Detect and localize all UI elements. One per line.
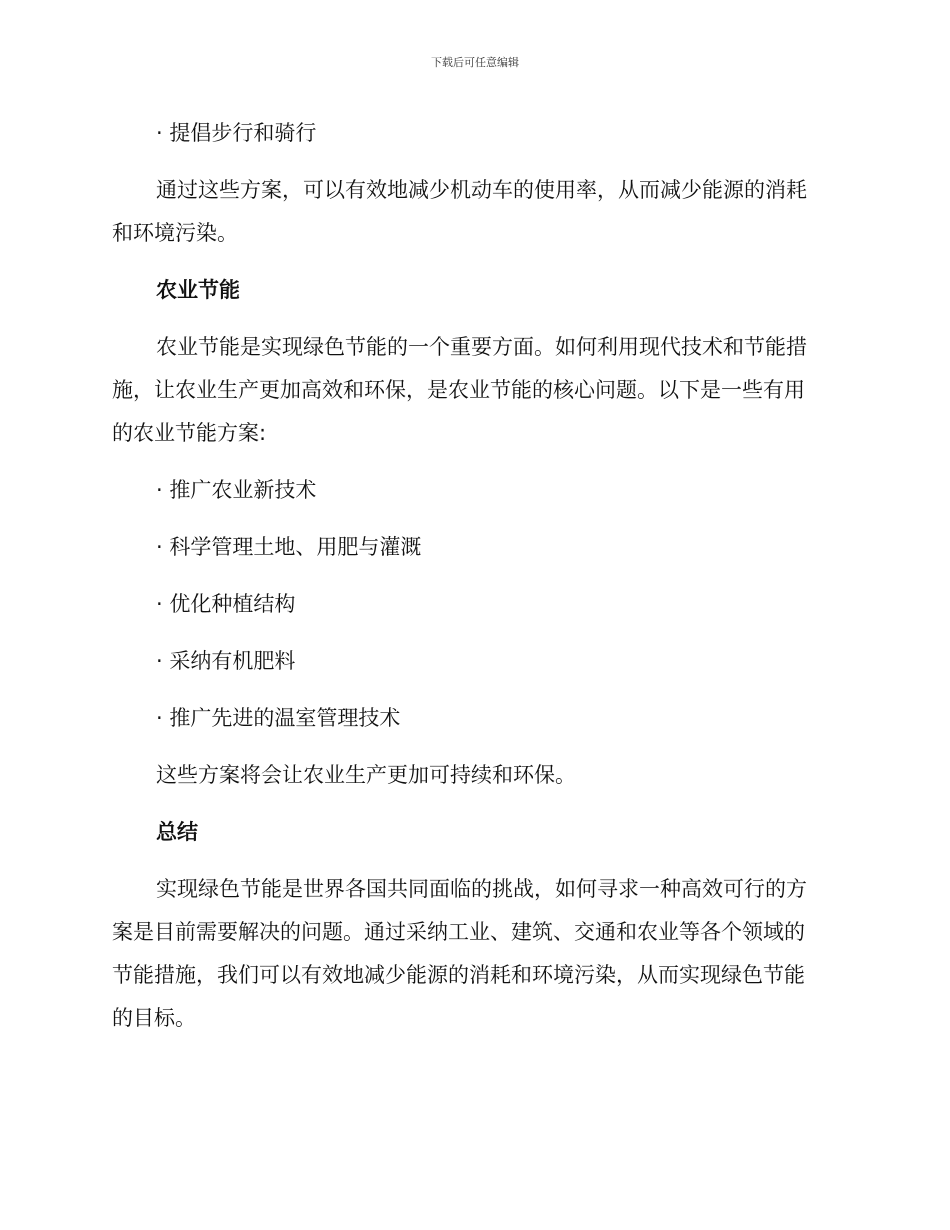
page-header: 下载后可任意编辑 (431, 56, 519, 69)
bullet-item: · 优化种植结构 (156, 592, 296, 616)
paragraph-line: 案是目前需要解决的问题。通过采纳工业、建筑、交通和农业等各个领域的 (112, 920, 805, 944)
paragraph (112, 326, 832, 455)
paragraph: 这些方案将会让农业生产更加可持续和环保。 (156, 763, 576, 787)
bullet-item: · 科学管理土地、用肥与灌溉 (156, 535, 422, 559)
bullet-item: · 提倡步行和骑行 (156, 121, 317, 145)
paragraph-line: 节能措施，我们可以有效地减少能源的消耗和环境污染，从而实现绿色节能 (112, 963, 805, 987)
paragraph-line: 实现绿色节能是世界各国共同面临的挑战，如何寻求一种高效可行的方 (156, 877, 807, 901)
paragraph-line: 的目标。 (112, 1006, 196, 1030)
section-heading: 农业节能 (156, 278, 240, 302)
paragraph (112, 868, 832, 1040)
bullet-item: · 推广先进的温室管理技术 (156, 706, 401, 730)
document-body (112, 112, 832, 1040)
paragraph-line: 通过这些方案，可以有效地减少机动车的使用率，从而减少能源的消耗 (156, 178, 807, 202)
paragraph-line: 农业节能是实现绿色节能的一个重要方面。如何利用现代技术和节能措 (156, 335, 807, 359)
paragraph-line: 施，让农业生产更加高效和环保，是农业节能的核心问题。以下是一些有用 (112, 378, 805, 402)
bullet-item: · 推广农业新技术 (156, 478, 317, 502)
bullet-item: · 采纳有机肥料 (156, 649, 296, 673)
paragraph (112, 169, 832, 255)
paragraph-line: 的农业节能方案: (112, 421, 267, 445)
section-heading: 总结 (156, 820, 198, 844)
paragraph-line: 和环境污染。 (112, 221, 238, 245)
